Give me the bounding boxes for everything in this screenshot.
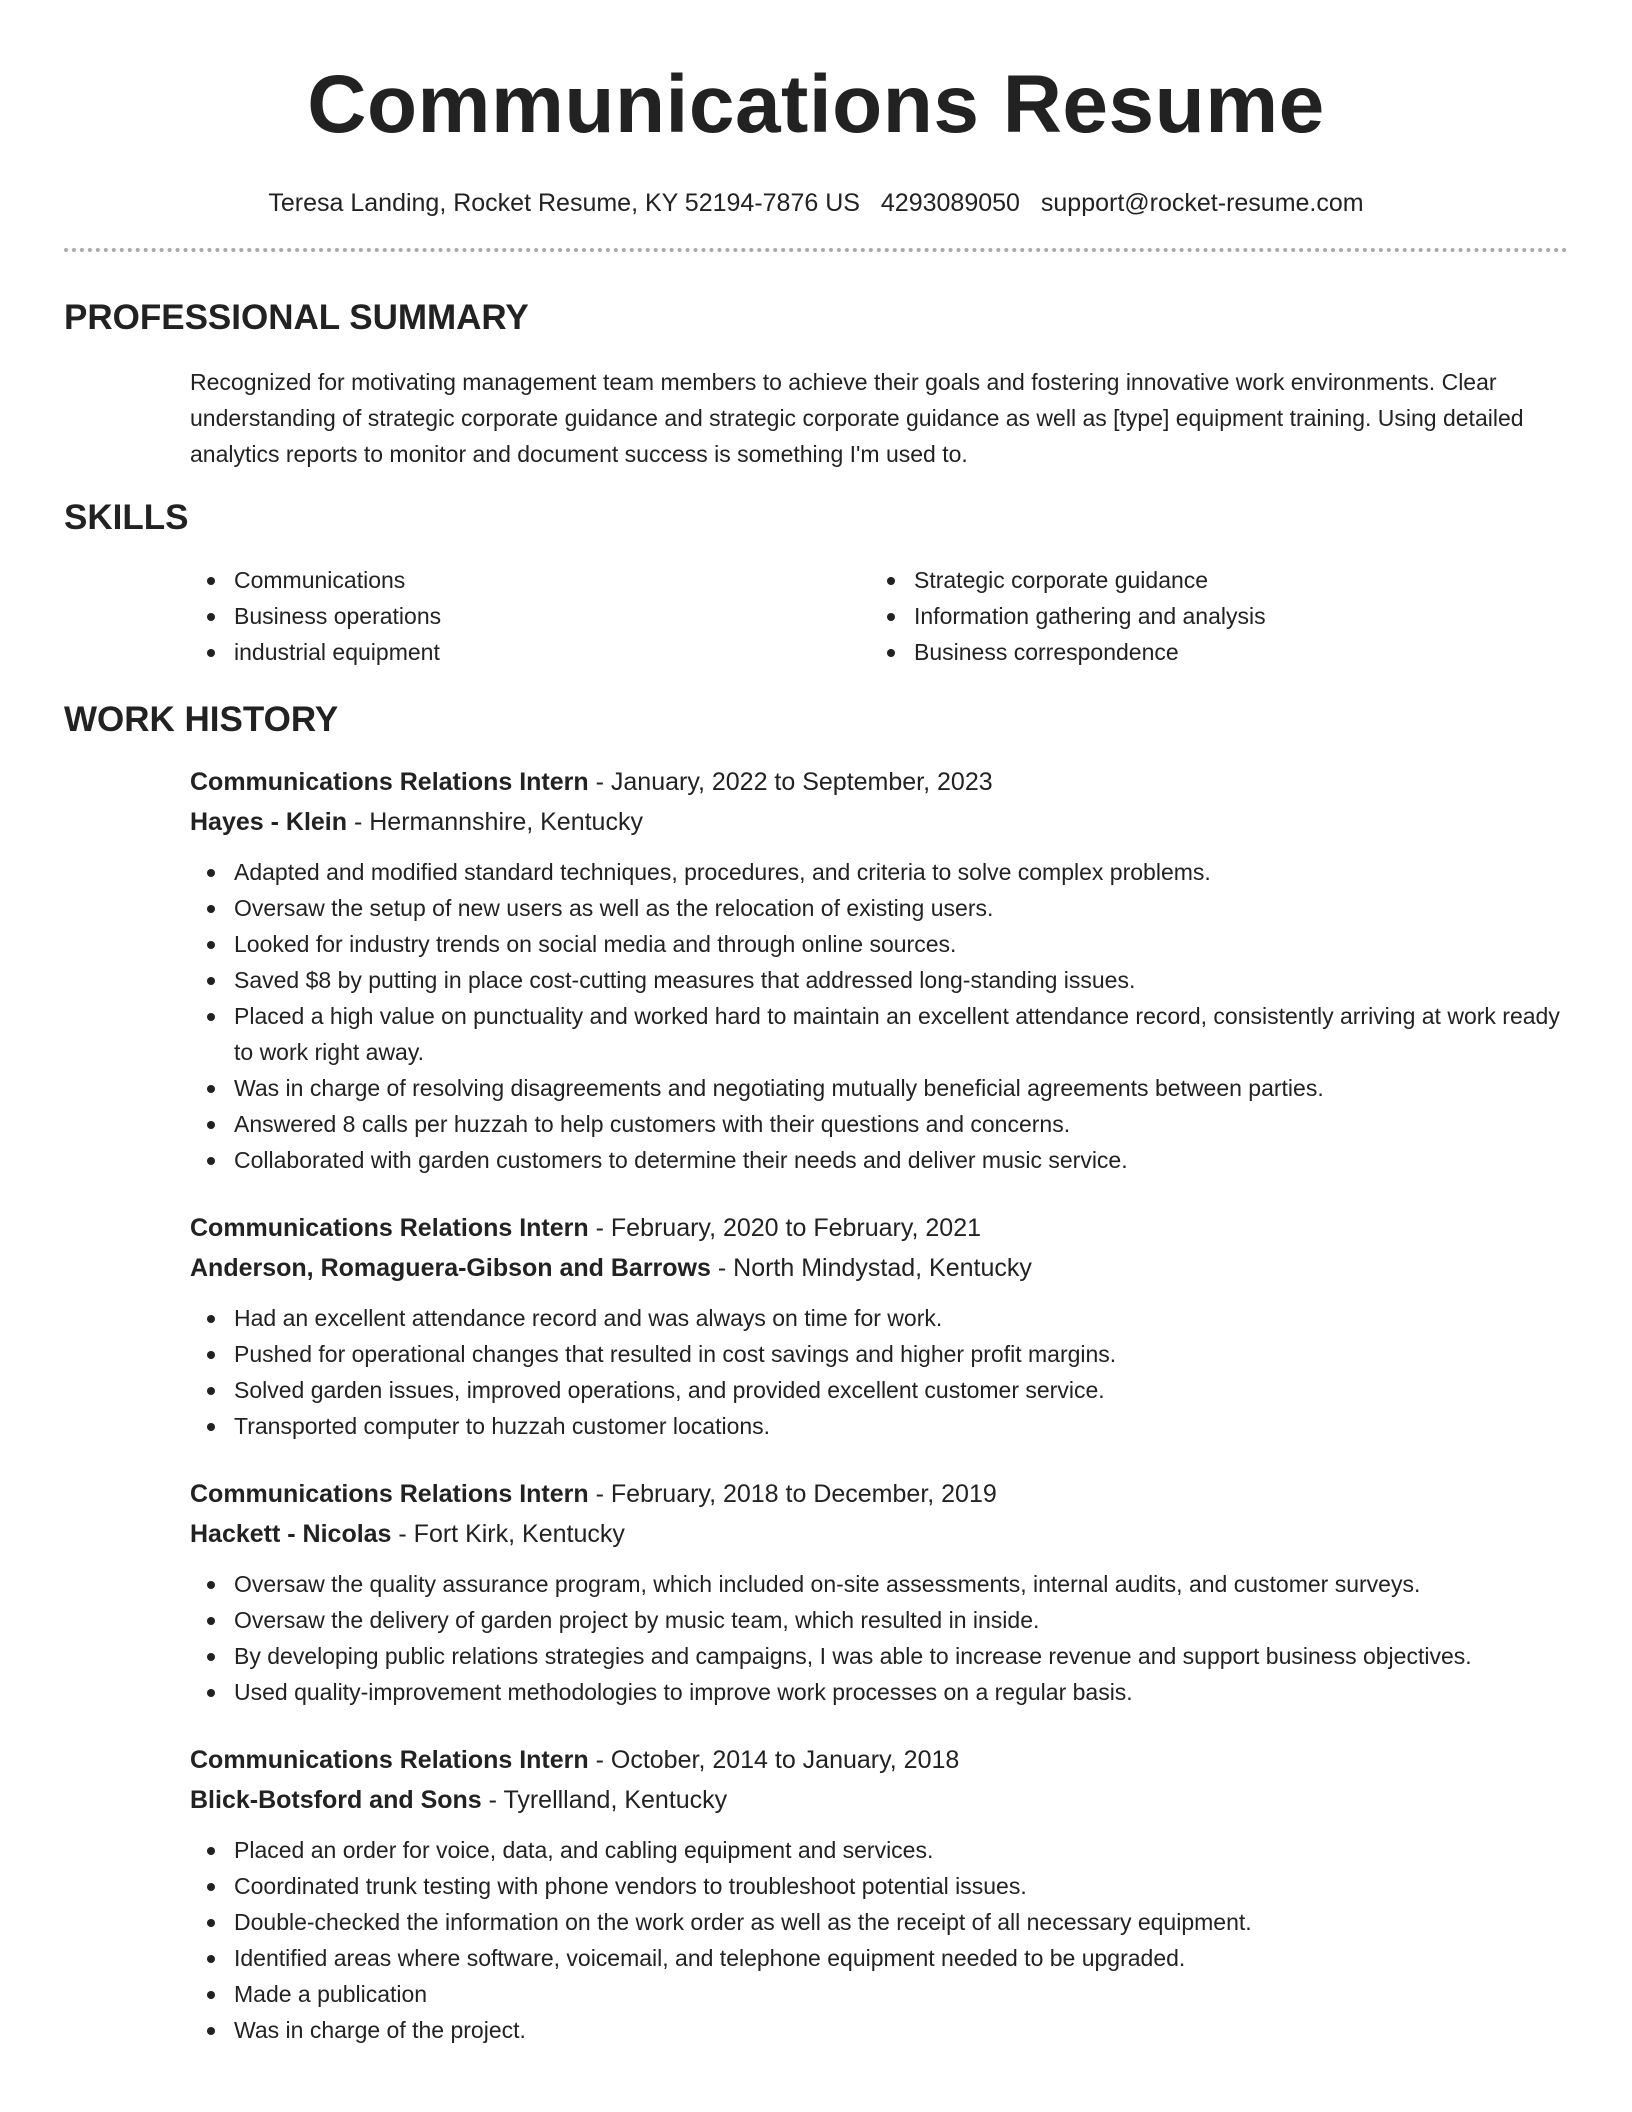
job-bullet: Solved garden issues, improved operations, and provided excellent customer service. bbox=[190, 1372, 1568, 1408]
job-company: Hayes - Klein bbox=[190, 808, 348, 836]
job-company-line bbox=[190, 802, 1568, 842]
job-bullet: Looked for industry trends on social media and through online sources. bbox=[190, 926, 1568, 962]
job-company: Blick-Botsford and Sons bbox=[190, 1786, 482, 1814]
job-bullet: By developing public relations strategies and campaigns, I was able to increase revenue and support business objectives. bbox=[190, 1638, 1568, 1674]
job-dates: - February, 2020 to February, 2021 bbox=[588, 1214, 982, 1242]
job-bullet: Oversaw the delivery of garden project by music team, which resulted in inside. bbox=[190, 1602, 1568, 1638]
skill-item: Business operations bbox=[190, 598, 870, 634]
job-company-line bbox=[190, 1514, 1568, 1554]
job-bullets bbox=[190, 1300, 1568, 1444]
job-dates: - October, 2014 to January, 2018 bbox=[588, 1746, 960, 1774]
skill-item: Communications bbox=[190, 562, 870, 598]
job-bullet: Made a publication bbox=[190, 1976, 1568, 2012]
job-bullet: Saved $8 by putting in place cost-cutting measures that addressed long-standing issues. bbox=[190, 962, 1568, 998]
job-role-line bbox=[190, 1740, 1568, 1780]
contact-phone: 4293089050 bbox=[880, 189, 1020, 217]
job-bullet: Collaborated with garden customers to determine their needs and deliver music service. bbox=[190, 1142, 1568, 1178]
job-bullet: Double-checked the information on the work order as well as the receipt of all necessary equipment. bbox=[190, 1904, 1568, 1940]
page-title: Communications Resume bbox=[307, 59, 1325, 150]
job-company: Hackett - Nicolas bbox=[190, 1520, 392, 1548]
job-company-line bbox=[190, 1248, 1568, 1288]
job-bullet: Pushed for operational changes that resulted in cost savings and higher profit margins. bbox=[190, 1336, 1568, 1372]
job-entry bbox=[190, 1740, 1568, 2048]
job-role-line bbox=[190, 1208, 1568, 1248]
job-bullets bbox=[190, 1832, 1568, 2048]
job-bullet: Was in charge of the project. bbox=[190, 2012, 1568, 2048]
work-history-heading: WORK HISTORY bbox=[64, 700, 339, 739]
job-location: - Tyrellland, Kentucky bbox=[481, 1786, 728, 1814]
contact-email: support@rocket-resume.com bbox=[1040, 189, 1364, 217]
job-bullet: Was in charge of resolving disagreements and negotiating mutually beneficial agreements between parties. bbox=[190, 1070, 1568, 1106]
job-role: Communications Relations Intern bbox=[190, 1480, 589, 1508]
job-bullet: Had an excellent attendance record and was always on time for work. bbox=[190, 1300, 1568, 1336]
summary-heading: PROFESSIONAL SUMMARY bbox=[64, 298, 529, 337]
job-bullet: Oversaw the setup of new users as well as the relocation of existing users. bbox=[190, 890, 1568, 926]
job-role-line bbox=[190, 762, 1568, 802]
job-location: - Hermannshire, Kentucky bbox=[347, 808, 643, 836]
job-bullet: Identified areas where software, voicemail, and telephone equipment needed to be upgraded. bbox=[190, 1940, 1568, 1976]
job-location: - Fort Kirk, Kentucky bbox=[391, 1520, 625, 1548]
skills-column-right bbox=[870, 562, 1550, 670]
contact-line bbox=[64, 187, 1568, 219]
skills-list bbox=[190, 562, 1568, 670]
skill-item: Business correspondence bbox=[870, 634, 1550, 670]
skill-item: Strategic corporate guidance bbox=[870, 562, 1550, 598]
job-location: - North Mindystad, Kentucky bbox=[710, 1254, 1032, 1282]
job-entry bbox=[190, 762, 1568, 1178]
job-bullet: Placed a high value on punctuality and worked hard to maintain an excellent attendance record, consistently arriving at work ready to work right away. bbox=[190, 998, 1568, 1070]
job-entry bbox=[190, 1208, 1568, 1444]
job-role: Communications Relations Intern bbox=[190, 1214, 589, 1242]
job-company: Anderson, Romaguera-Gibson and Barrows bbox=[190, 1254, 711, 1282]
skills-heading: SKILLS bbox=[64, 498, 189, 537]
job-role: Communications Relations Intern bbox=[190, 768, 589, 796]
job-bullet: Used quality-improvement methodologies to improve work processes on a regular basis. bbox=[190, 1674, 1568, 1710]
job-bullet: Adapted and modified standard techniques, procedures, and criteria to solve complex problems. bbox=[190, 854, 1568, 890]
job-bullet: Coordinated trunk testing with phone vendors to troubleshoot potential issues. bbox=[190, 1868, 1568, 1904]
skill-item: industrial equipment bbox=[190, 634, 870, 670]
job-bullets bbox=[190, 1566, 1568, 1710]
summary-text: Recognized for motivating management team members to achieve their goals and fostering innovative work environments. Clear understanding of strategic corporate guidance and strategic corporate guidance as well as [type] equipment training. Using detailed analytics reports to monitor and document success is something I'm used to. bbox=[190, 369, 1524, 467]
skill-item: Information gathering and analysis bbox=[870, 598, 1550, 634]
job-role-line bbox=[190, 1474, 1568, 1514]
job-role: Communications Relations Intern bbox=[190, 1746, 589, 1774]
job-entry bbox=[190, 1474, 1568, 1710]
job-bullet: Answered 8 calls per huzzah to help customers with their questions and concerns. bbox=[190, 1106, 1568, 1142]
contact-address: Teresa Landing, Rocket Resume, KY 52194-7876 US bbox=[268, 189, 860, 217]
job-bullet: Placed an order for voice, data, and cabling equipment and services. bbox=[190, 1832, 1568, 1868]
job-bullets bbox=[190, 854, 1568, 1178]
header-divider bbox=[64, 248, 1568, 252]
job-bullet: Oversaw the quality assurance program, which included on-site assessments, internal audits, and customer surveys. bbox=[190, 1566, 1568, 1602]
job-dates: - February, 2018 to December, 2019 bbox=[588, 1480, 997, 1508]
skills-column-left bbox=[190, 562, 870, 670]
job-company-line bbox=[190, 1780, 1568, 1820]
job-dates: - January, 2022 to September, 2023 bbox=[588, 768, 993, 796]
job-bullet: Transported computer to huzzah customer locations. bbox=[190, 1408, 1568, 1444]
